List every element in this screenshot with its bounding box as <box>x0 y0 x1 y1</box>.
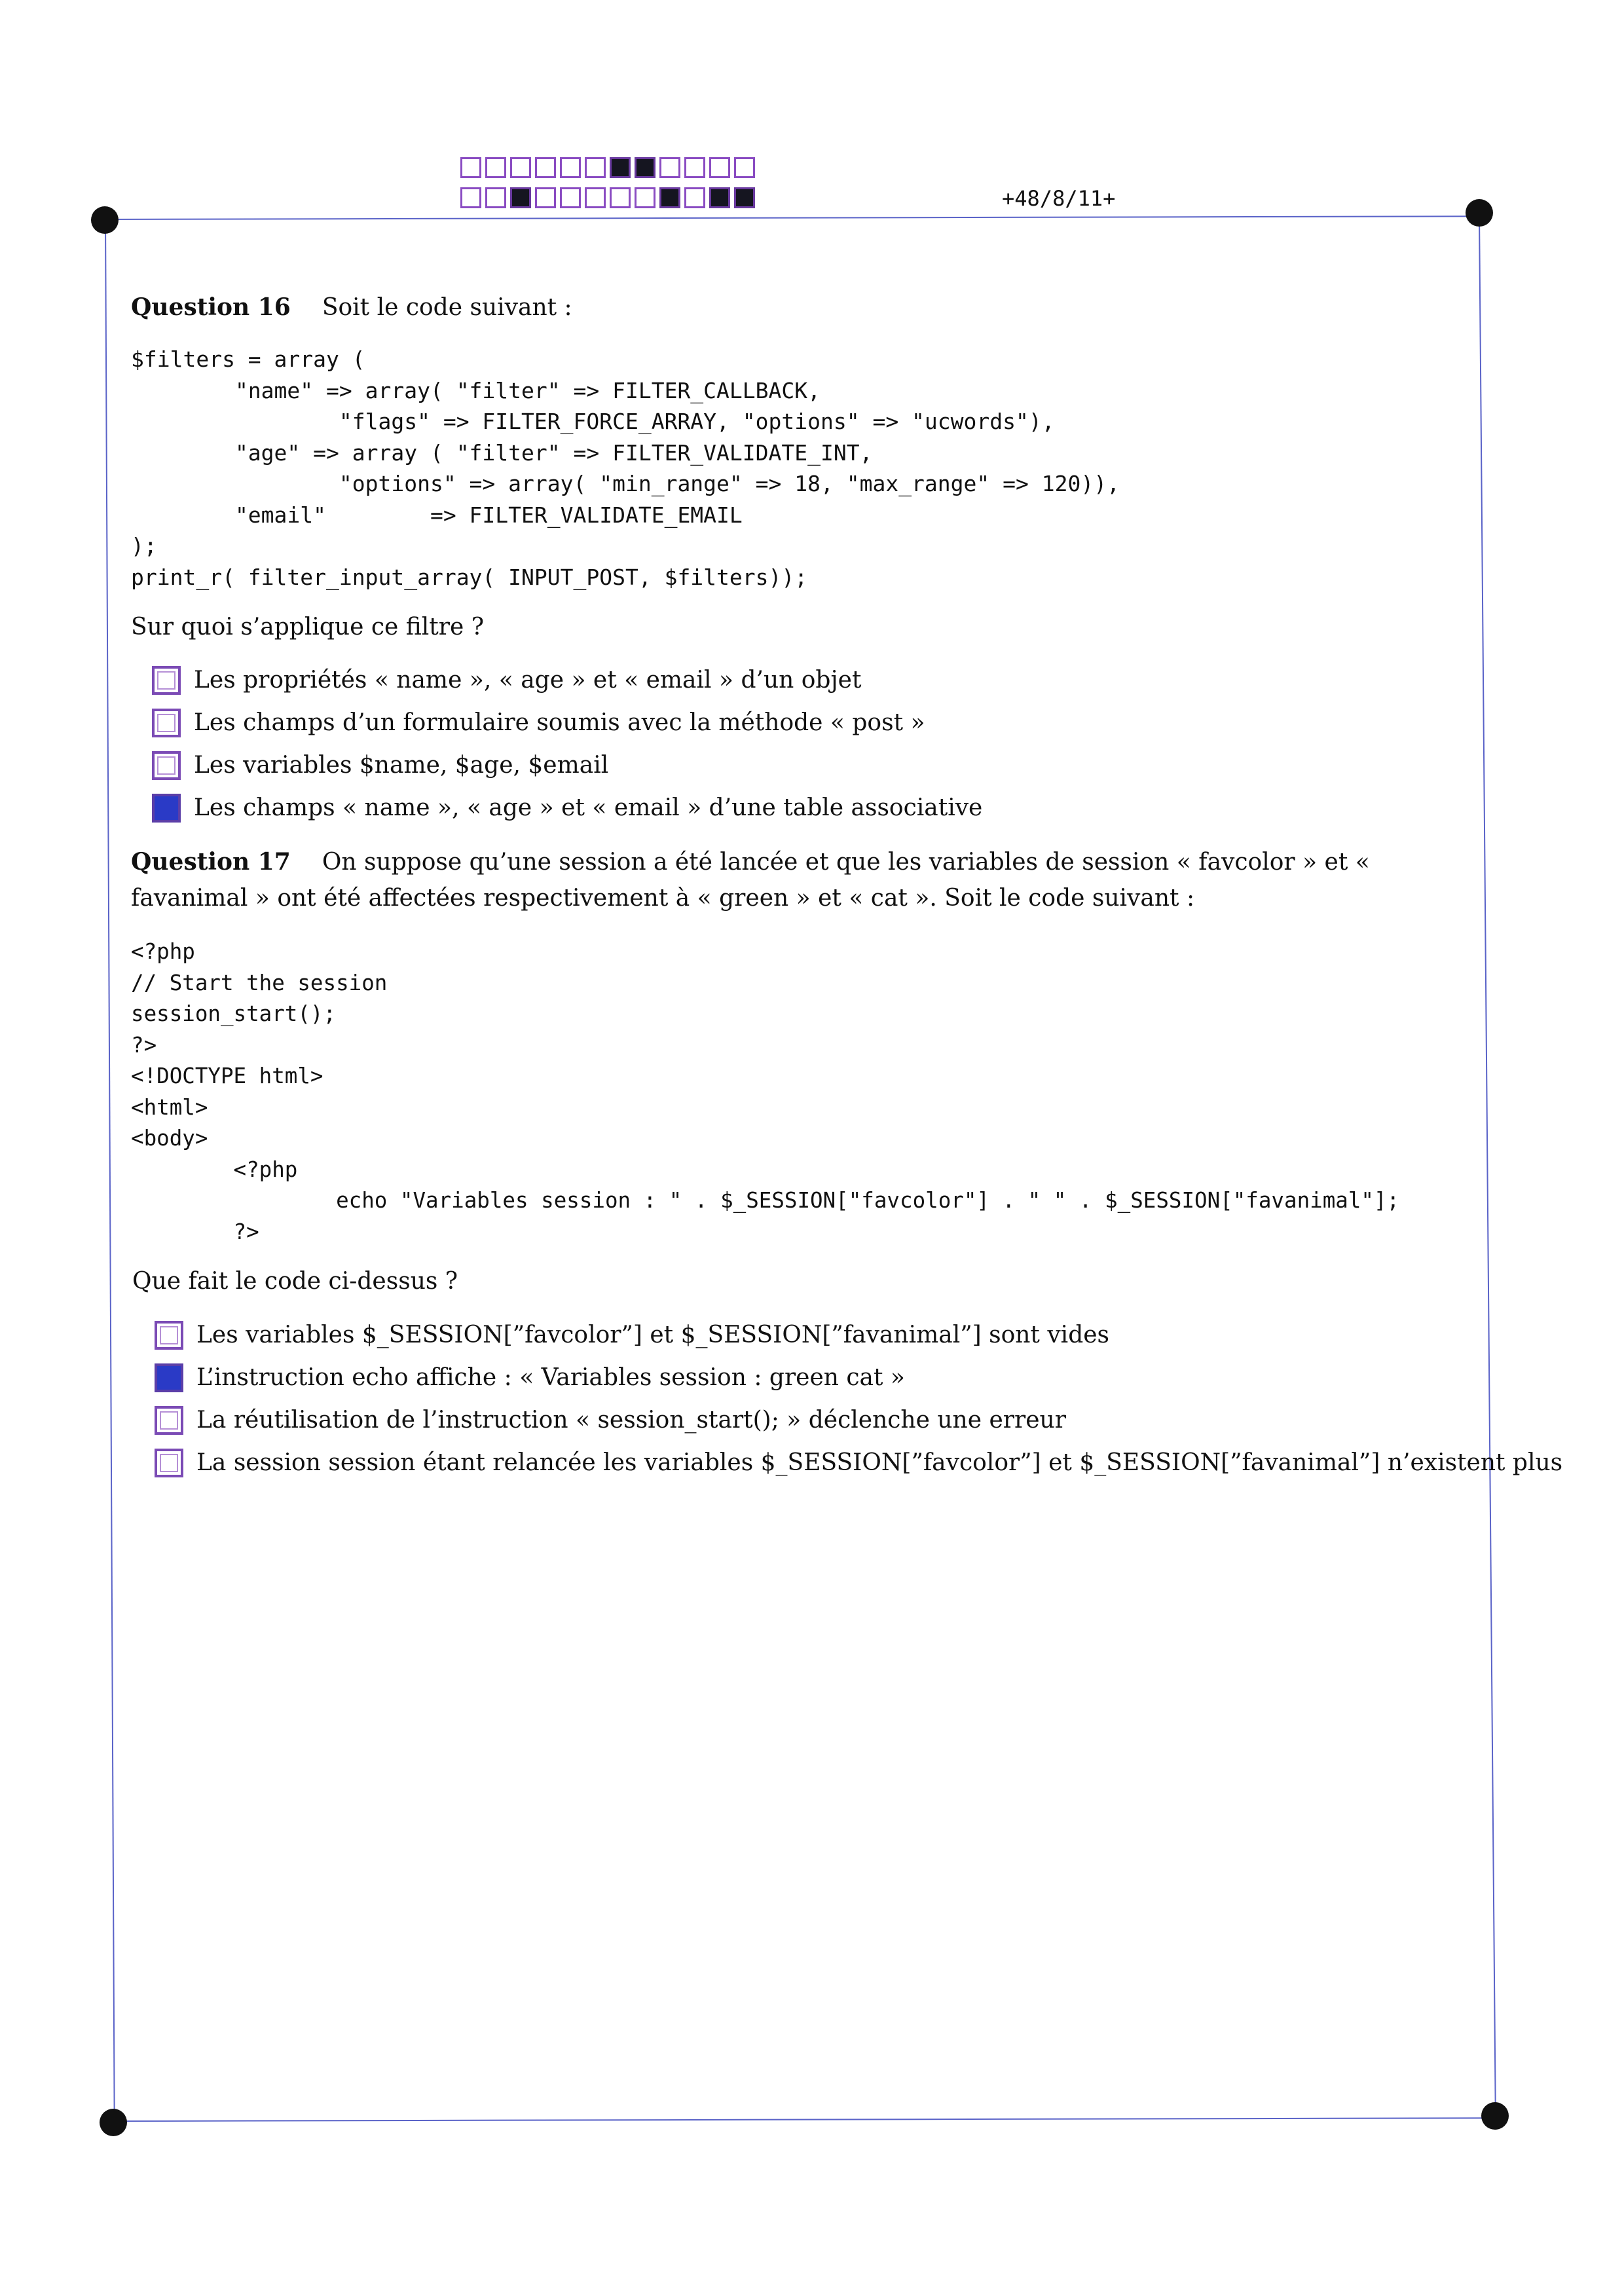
id-box <box>734 157 755 178</box>
corner-mark-top-right <box>1466 199 1493 227</box>
answer-option[interactable] <box>152 659 982 701</box>
id-box <box>635 187 655 208</box>
question-label: Question 17 <box>131 848 291 876</box>
answer-checkbox[interactable] <box>152 709 181 737</box>
question-16-answers <box>152 659 982 829</box>
answer-checkbox[interactable] <box>155 1363 183 1392</box>
frame-bottom <box>114 2117 1496 2122</box>
student-id-boxes-top <box>460 157 759 178</box>
answer-text: La réutilisation de l’instruction « session_start(); » déclenche une erreur <box>196 1407 1066 1434</box>
corner-mark-top-left <box>91 206 119 234</box>
id-box <box>610 157 631 178</box>
id-box <box>485 157 506 178</box>
answer-option[interactable] <box>152 787 982 829</box>
answer-option[interactable] <box>155 1399 1562 1441</box>
answer-checkbox[interactable] <box>155 1321 183 1350</box>
id-box <box>510 187 531 208</box>
question-17-prompt: Que fait le code ci-dessus ? <box>132 1268 458 1295</box>
id-box <box>610 187 631 208</box>
id-box <box>460 187 481 208</box>
question-intro: On suppose qu’une session a été lancée et que les variables de session « favcolor » et « favanimal » ont été affectées respectivement à « green » et « cat ». Soit le code suivant : <box>131 849 1370 912</box>
answer-text: Les propriétés « name », « age » et « email » d’un objet <box>194 667 862 694</box>
id-box <box>510 157 531 178</box>
corner-mark-bottom-right <box>1481 2102 1509 2130</box>
answer-text: Les champs d’un formulaire soumis avec la méthode « post » <box>194 709 925 736</box>
answer-text: Les variables $name, $age, $email <box>194 752 609 779</box>
answer-option[interactable] <box>155 1314 1562 1356</box>
answer-option[interactable] <box>152 744 982 787</box>
answer-checkbox[interactable] <box>152 751 181 780</box>
id-box <box>560 157 581 178</box>
answer-text: La session session étant relancée les variables $_SESSION[”favcolor”] et $_SESSION[”favanimal”] n’existent plus <box>196 1449 1563 1476</box>
question-label: Question 16 <box>131 293 291 321</box>
id-box <box>709 157 730 178</box>
question-16-prompt: Sur quoi s’applique ce filtre ? <box>131 614 484 640</box>
corner-mark-bottom-left <box>100 2109 127 2136</box>
id-box <box>709 187 730 208</box>
question-16-code: $filters = array ( "name" => array( "filter" => FILTER_CALLBACK, "flags" => FILTER_FORCE_ARRAY, "options" => "ucwords"), "age" => array ( "filter" => FILTER_VALIDATE_INT, "options" => array( "min_range" => 18, "max_range" => 120)), "email" => FILTER_VALIDATE_EMAIL ); print_r( filter_input_array( INPUT_POST, $filters)); <box>131 346 1120 590</box>
id-box <box>535 157 556 178</box>
id-box <box>659 187 680 208</box>
answer-checkbox[interactable] <box>155 1406 183 1435</box>
id-box <box>585 157 606 178</box>
id-box <box>659 157 680 178</box>
frame-left <box>105 219 115 2120</box>
id-box <box>560 187 581 208</box>
frame-top <box>105 215 1480 220</box>
id-box <box>585 187 606 208</box>
question-17-code: <?php // Start the session session_start(); ?> <!DOCTYPE html> <html> <body> <?php echo "Variables session : " . $_SESSION["favcolor"] . " " . $_SESSION["favanimal"]; ?> <box>131 939 1400 1244</box>
id-box <box>635 157 655 178</box>
answer-checkbox[interactable] <box>152 666 181 695</box>
question-17-answers <box>155 1314 1562 1484</box>
id-box <box>734 187 755 208</box>
id-box <box>535 187 556 208</box>
student-id-boxes-bottom <box>460 187 759 208</box>
answer-checkbox[interactable] <box>152 794 181 823</box>
question-intro: Soit le code suivant : <box>322 294 572 321</box>
answer-checkbox[interactable] <box>155 1449 183 1477</box>
answer-option[interactable] <box>155 1441 1562 1484</box>
answer-option[interactable] <box>152 701 982 744</box>
frame-right <box>1479 216 1496 2119</box>
answer-text: Les champs « name », « age » et « email » d’une table associative <box>194 794 983 821</box>
id-box <box>485 187 506 208</box>
question-17-heading <box>131 844 1457 916</box>
question-16-heading <box>131 289 1467 325</box>
id-box <box>684 187 705 208</box>
answer-text: L’instruction echo affiche : « Variables session : green cat » <box>196 1364 905 1391</box>
page-code: +48/8/11+ <box>1002 186 1116 211</box>
answer-option[interactable] <box>155 1356 1562 1399</box>
id-box <box>460 157 481 178</box>
id-box <box>684 157 705 178</box>
answer-text: Les variables $_SESSION[”favcolor”] et $_SESSION[”favanimal”] sont vides <box>196 1322 1110 1348</box>
